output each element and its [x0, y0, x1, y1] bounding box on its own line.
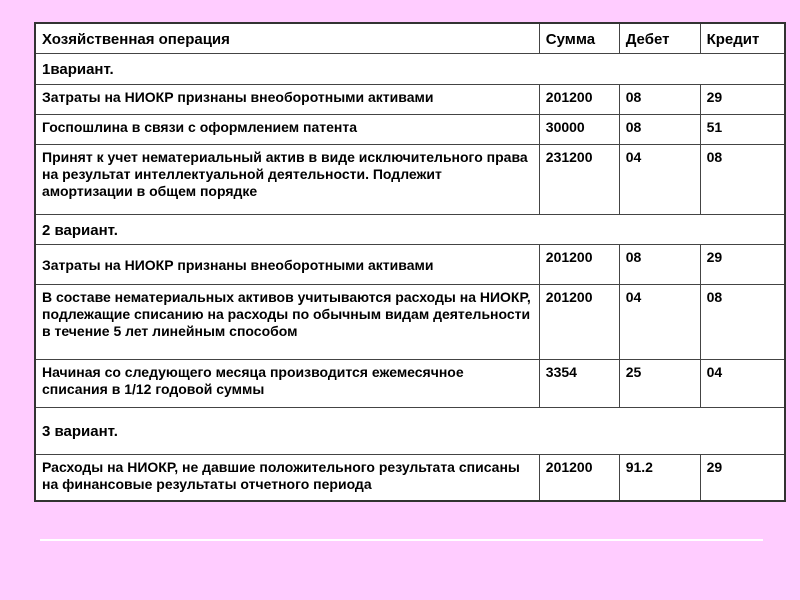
- credit-cell: 29: [700, 245, 785, 285]
- section-row-variant2: [35, 215, 785, 245]
- operations-table: [34, 22, 786, 502]
- table-row: [35, 455, 785, 501]
- credit-cell: 08: [700, 285, 785, 360]
- credit-cell: 29: [700, 85, 785, 115]
- table-header-row: [35, 23, 785, 54]
- section-row-variant3: [35, 408, 785, 455]
- operation-cell: Затраты на НИОКР признаны внеоборотными активами: [35, 245, 539, 285]
- debit-cell: 08: [619, 245, 700, 285]
- amount-cell: 201200: [539, 455, 619, 501]
- credit-cell: 04: [700, 360, 785, 408]
- amount-cell: 201200: [539, 285, 619, 360]
- debit-cell: 08: [619, 85, 700, 115]
- section-title-variant3: 3 вариант.: [35, 408, 785, 455]
- operation-cell: В составе нематериальных активов учитываются расходы на НИОКР, подлежащие списанию на расходы по обычным видам деятельности в течение 5 лет линейным способом: [35, 285, 539, 360]
- credit-cell: 08: [700, 145, 785, 215]
- debit-cell: 04: [619, 145, 700, 215]
- decorative-divider: [40, 539, 763, 541]
- debit-cell: 04: [619, 285, 700, 360]
- table-row: [35, 285, 785, 360]
- debit-cell: 91.2: [619, 455, 700, 501]
- debit-cell: 25: [619, 360, 700, 408]
- section-title-variant1: 1вариант.: [35, 54, 785, 85]
- operation-cell: Затраты на НИОКР признаны внеоборотными активами: [35, 85, 539, 115]
- table-row: [35, 85, 785, 115]
- table-row: [35, 245, 785, 285]
- header-operation: Хозяйственная операция: [35, 23, 539, 54]
- amount-cell: 201200: [539, 245, 619, 285]
- table-row: [35, 145, 785, 215]
- header-credit: Кредит: [700, 23, 785, 54]
- header-amount: Сумма: [539, 23, 619, 54]
- operation-cell: Принят к учет нематериальный актив в виде исключительного права на результат интеллектуальной деятельности. Подлежит амортизации в общем порядке: [35, 145, 539, 215]
- credit-cell: 29: [700, 455, 785, 501]
- operation-cell: Госпошлина в связи с оформлением патента: [35, 115, 539, 145]
- table-row: [35, 115, 785, 145]
- section-row-variant1: [35, 54, 785, 85]
- operation-cell: Расходы на НИОКР, не давшие положительного результата списаны на финансовые результаты отчетного периода: [35, 455, 539, 501]
- debit-cell: 08: [619, 115, 700, 145]
- section-title-variant2: 2 вариант.: [35, 215, 785, 245]
- table-row: [35, 360, 785, 408]
- operation-cell: Начиная со следующего месяца производится ежемесячное списания в 1/12 годовой суммы: [35, 360, 539, 408]
- header-debit: Дебет: [619, 23, 700, 54]
- credit-cell: 51: [700, 115, 785, 145]
- amount-cell: 3354: [539, 360, 619, 408]
- amount-cell: 201200: [539, 85, 619, 115]
- amount-cell: 30000: [539, 115, 619, 145]
- amount-cell: 231200: [539, 145, 619, 215]
